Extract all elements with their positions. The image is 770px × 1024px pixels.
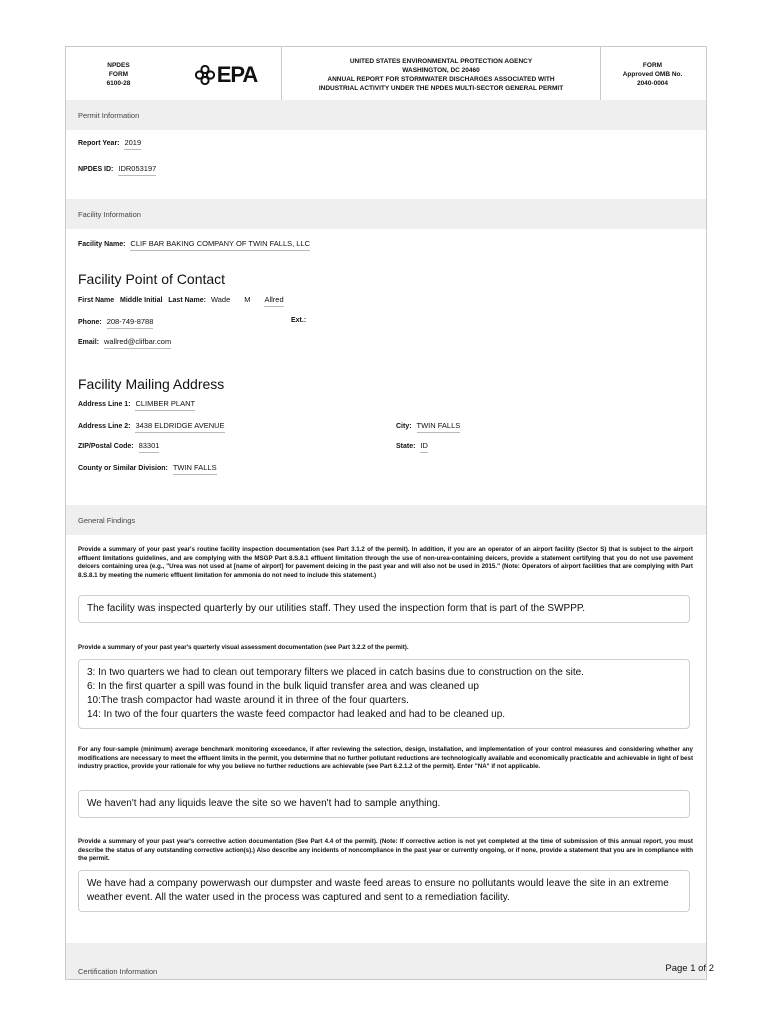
form-header [66, 47, 706, 103]
email-label: Email: [78, 339, 100, 346]
answer-line: 10:The trash compactor had waste around it in three of the four quarters. [87, 695, 409, 706]
contact-name-row [78, 295, 284, 304]
form-id-line: 6100-28 [106, 80, 131, 87]
omb-line: FORM [642, 62, 663, 69]
state-field[interactable]: ID [420, 441, 428, 453]
omb-info [599, 47, 706, 102]
zip-field[interactable]: 83301 [139, 441, 160, 453]
phone-label: Phone: [78, 319, 102, 326]
answer-benchmark-field[interactable]: We haven't had any liquids leave the site so we haven't had to sample anything. [78, 790, 690, 818]
form-page [65, 46, 707, 980]
zip-label: ZIP/Postal Code: [78, 443, 134, 450]
state-label: State: [396, 443, 416, 450]
state-row [396, 441, 428, 450]
facility-name-row [78, 239, 310, 248]
agency-line: INDUSTRIAL ACTIVITY UNDER THE NPDES MULTI-SECTOR GENERAL PERMIT [318, 84, 564, 92]
zip-row [78, 441, 159, 450]
first-name-field[interactable]: Wade [210, 295, 231, 304]
county-label: County or Similar Division: [78, 465, 168, 472]
city-row [396, 421, 460, 430]
county-field[interactable]: TWIN FALLS [173, 463, 217, 475]
facility-name-label: Facility Name: [78, 241, 126, 248]
epa-logo-text: EPA [216, 62, 258, 87]
ext-label: Ext.: [291, 317, 307, 324]
answer-line: 6: In the first quarter a spill was found in the bulk liquid transfer area and was cleaned up [87, 681, 479, 692]
question-benchmark: For any four-sample (minimum) average benchmark monitoring exceedance, if after reviewing the selection, design, installation, and implementation of your control measures and considering whether any modifications are necessary to meet the effluent limits in the permit, you determine that no further pollutant reductions are technologically available and economically practicable and achievable in light of best industry practice, provide your rationale for why you believe no further reductions are achievable (see Part 6.2.1.2 of the permit). Enter "NA" if not applicable. [78, 746, 693, 771]
contact-heading: Facility Point of Contact [78, 271, 226, 287]
address-line1-field[interactable]: CLIMBER PLANT [135, 399, 195, 411]
npdes-id-field[interactable]: IDR053197 [118, 164, 156, 176]
email-row [78, 337, 171, 346]
form-id-line: FORM [108, 71, 129, 78]
npdes-id-label: NPDES ID: [78, 166, 114, 173]
phone-field[interactable]: 208-749-8788 [107, 317, 154, 329]
answer-inspection-field[interactable]: The facility was inspected quarterly by our utilities staff. They used the inspection form that is part of the SWPPP. [78, 595, 690, 623]
address-line1-row [78, 399, 195, 408]
ext-row [291, 317, 306, 324]
agency-line: ANNUAL REPORT FOR STORMWATER DISCHARGES ASSOCIATED WITH [327, 75, 555, 83]
last-name-label: Last Name: [168, 297, 206, 304]
report-year-row [78, 138, 141, 147]
report-year-field[interactable]: 2019 [124, 138, 141, 150]
first-name-label: First Name [78, 297, 115, 304]
permit-section-header: Permit Information [66, 100, 706, 130]
email-field[interactable]: wallred@clifbar.com [104, 337, 171, 349]
omb-line: 2040-0004 [636, 80, 669, 87]
page-number: Page 1 of 2 [665, 963, 714, 974]
omb-line: Approved OMB No. [622, 71, 683, 78]
mailing-heading: Facility Mailing Address [78, 376, 225, 392]
answer-corrective-action-field[interactable]: We have had a company powerwash our dumpster and waste feed areas to ensure no pollutants would leave the site in an extreme weather event. All the water used in the process was captured and sent to a remediation facility. [78, 870, 690, 912]
facility-name-field[interactable]: CLIF BAR BAKING COMPANY OF TWIN FALLS, LLC [130, 239, 310, 251]
middle-initial-field[interactable]: M [244, 295, 251, 304]
question-corrective-action: Provide a summary of your past year's corrective action documentation (See Part 4.4 of the permit). (Note: If corrective action is not yet completed at the time of submission of this annual report, you must describe the status of any outstanding corrective action(s).) Also describe any incidents of noncompliance in the past year or currently ongoing, or if none, provide a statement that you are in compliance with the permit. [78, 838, 693, 863]
agency-line: UNITED STATES ENVIRONMENTAL PROTECTION AGENCY [349, 57, 533, 65]
city-label: City: [396, 423, 412, 430]
city-field[interactable]: TWIN FALLS [417, 421, 461, 433]
npdes-id-row [78, 164, 156, 173]
address-line2-row [78, 421, 225, 430]
epa-flower-icon [195, 65, 215, 85]
findings-section-header: General Findings [66, 505, 706, 535]
question-inspection: Provide a summary of your past year's routine facility inspection documentation (see Part 3.1.2 of the permit). In addition, if you are an operator of an airport facility (Sector S) that is subject to the airport effluent limitations guidelines, and are complying with the MSGP Part 8.S.8.1 effluent limitation through the use of non-urea-containing deicers, provide a statement certifying that you do not use pavement deicers containing urea (e.g., "Urea was not used at [name of airport] for pavement deicing in the past year and will also not be used in 2015." (Note: Operators of airport facilities that are complying with Part 8.S.8.1 by meeting the numeric effluent limitation for ammonia do not need to include this statement.) [78, 546, 693, 579]
address-line1-label: Address Line 1: [78, 401, 131, 408]
phone-row [78, 317, 153, 326]
form-id [66, 47, 171, 102]
address-line2-field[interactable]: 3438 ELDRIDGE AVENUE [135, 421, 224, 433]
answer-line: 14: In two of the four quarters the waste feed compactor had leaked and had to be cleaned up. [87, 709, 506, 720]
answer-line: 3: In two quarters we had to clean out temporary filters we placed in catch basins due to construction on the site. [87, 667, 584, 678]
form-id-line: NPDES [107, 62, 130, 69]
certification-section-header: Certification Information [66, 943, 706, 979]
facility-section-header: Facility Information [66, 199, 706, 229]
agency-line: WASHINGTON, DC 20460 [402, 66, 480, 74]
question-visual-assessment: Provide a summary of your past year's quarterly visual assessment documentation (see Part 3.2.2 of the permit). [78, 644, 409, 651]
last-name-field[interactable]: Allred [264, 295, 283, 307]
report-year-label: Report Year: [78, 140, 120, 147]
middle-initial-label: Middle Initial [120, 297, 163, 304]
address-line2-label: Address Line 2: [78, 423, 131, 430]
county-row [78, 463, 217, 472]
agency-title [281, 47, 601, 102]
epa-logo [171, 47, 281, 102]
answer-visual-assessment-field[interactable] [78, 659, 690, 729]
